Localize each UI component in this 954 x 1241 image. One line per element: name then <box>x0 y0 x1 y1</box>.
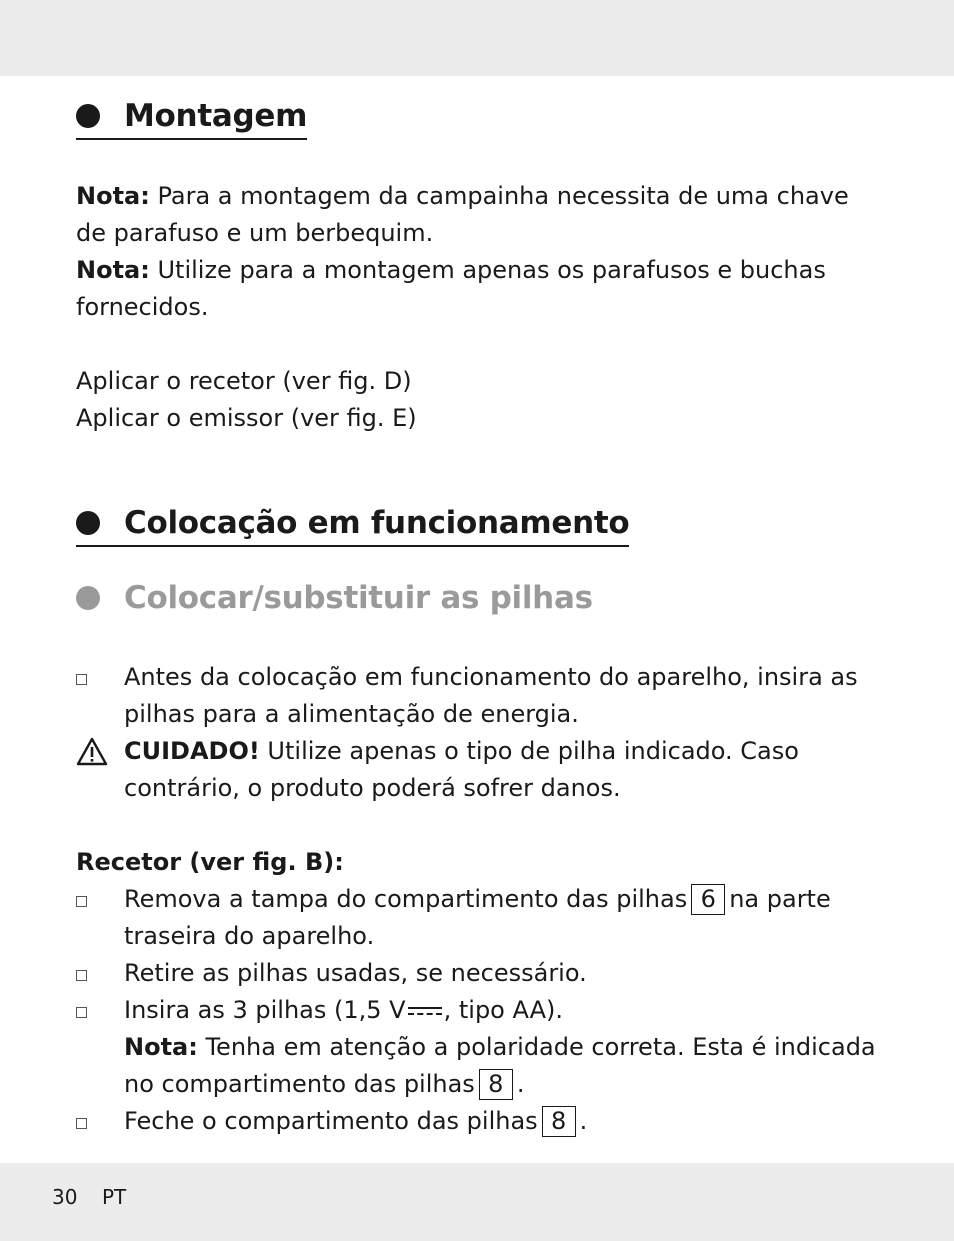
square-bullet-icon <box>76 1007 87 1018</box>
language-code: PT <box>102 1185 127 1209</box>
text-part: . <box>516 1070 525 1098</box>
receiver-heading: Recetor (ver fig. B): <box>76 848 344 876</box>
heading-batteries <box>76 580 593 616</box>
heading-montagem <box>76 98 307 140</box>
text-part: , tipo AA). <box>443 996 563 1024</box>
list-item <box>76 1103 876 1140</box>
list-item-text <box>124 881 876 955</box>
list-item <box>76 992 876 1029</box>
square-bullet-icon <box>76 970 87 981</box>
footer-band <box>0 1163 954 1241</box>
list-item-text <box>124 992 876 1029</box>
caution-label: CUIDADO! <box>124 737 260 765</box>
heading-operation <box>76 505 629 547</box>
note-label: Nota: <box>76 182 150 210</box>
filled-circle-icon <box>76 511 100 535</box>
step-receiver: Aplicar o recetor (ver fig. D) <box>76 367 412 395</box>
text-part: Insira as 3 pilhas (1,5 V <box>124 996 406 1024</box>
filled-circle-icon <box>76 586 100 610</box>
header-band <box>0 0 954 76</box>
reference-box: 8 <box>542 1106 576 1137</box>
note-label: Nota: <box>76 256 150 284</box>
square-bullet-icon <box>76 1118 87 1129</box>
polarity-note-text <box>124 1029 876 1103</box>
caution-item <box>76 733 876 807</box>
reference-box: 6 <box>691 884 725 915</box>
note-text: Utilize para a montagem apenas os parafusos e buchas fornecidos. <box>76 256 826 321</box>
list-item <box>76 659 876 733</box>
step-emitter: Aplicar o emissor (ver fig. E) <box>76 404 417 432</box>
heading-montagem-text: Montagem <box>124 98 308 134</box>
direct-current-icon <box>408 1005 442 1017</box>
polarity-note <box>76 1029 876 1103</box>
filled-circle-icon <box>76 104 100 128</box>
heading-operation-text: Colocação em funcionamento <box>124 505 630 541</box>
list-item <box>76 955 876 992</box>
page-number: 30 <box>52 1185 78 1209</box>
list-item-text: Retire as pilhas usadas, se necessário. <box>124 959 587 987</box>
caution-text <box>124 733 876 807</box>
text-part: . <box>579 1107 588 1135</box>
heading-batteries-text: Colocar/substituir as pilhas <box>124 580 593 616</box>
text-part: Feche o compartimento das pilhas <box>124 1107 538 1135</box>
note-label: Nota: <box>124 1033 198 1061</box>
caution-body: Utilize apenas o tipo de pilha indicado. Caso contrário, o produto poderá sofrer danos. <box>124 737 799 802</box>
square-bullet-icon <box>76 896 87 907</box>
note-text: Para a montagem da campainha necessita de uma chave de parafuso e um berbequim. <box>76 182 849 247</box>
list-item-text: Antes da colocação em funcionamento do aparelho, insira as pilhas para a alimentação de energia. <box>124 663 858 728</box>
warning-triangle-icon <box>76 737 108 777</box>
list-item-text <box>124 1103 876 1140</box>
text-part: Tenha em atenção a polaridade correta. Esta é indicada no compartimento das pilhas <box>124 1033 876 1098</box>
note-screws <box>76 252 876 326</box>
square-bullet-icon <box>76 674 87 685</box>
note-tools <box>76 178 876 252</box>
reference-box: 8 <box>479 1069 513 1100</box>
text-part: Remova a tampa do compartimento das pilhas <box>124 885 688 913</box>
list-item <box>76 881 876 955</box>
text-part: na parte traseira do aparelho. <box>124 885 831 950</box>
